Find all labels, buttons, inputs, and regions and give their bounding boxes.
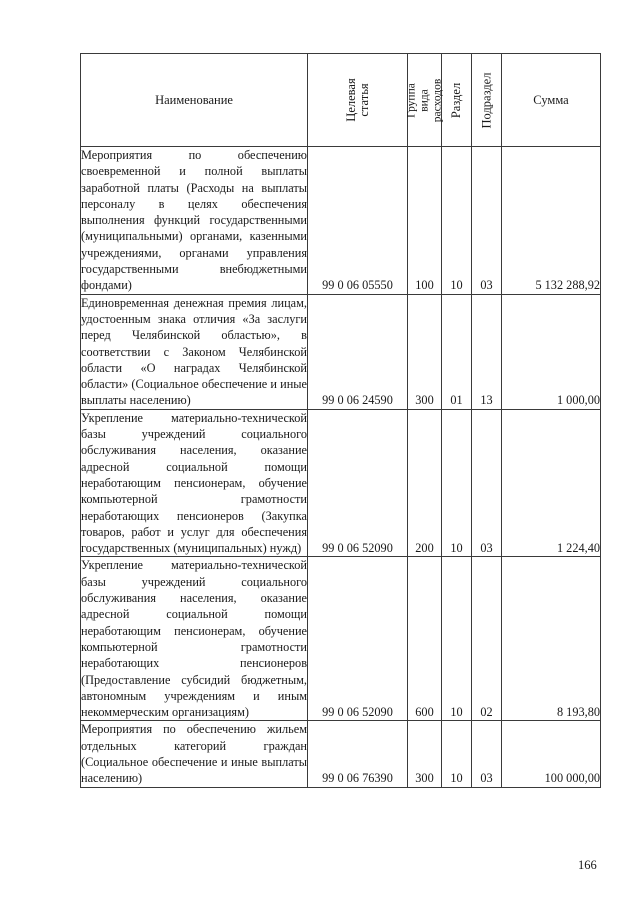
table-row [81,409,601,557]
row-subsection: 13 [472,294,502,409]
row-name: Мероприятия по обеспечению жильем отдельных категорий граждан (Социальное обеспечение и иные выплаты населению) [81,722,307,786]
row-expense-group: 100 [408,147,442,295]
row-amount: 1 000,00 [502,294,601,409]
header-subsection-label: Подраздел [479,72,493,128]
row-section: 10 [442,721,472,787]
row-name: Укрепление материально-технической базы учреждений социального обслуживания населения, оказание адресной социальной помощи неработающим пенсионерам, обучение компьютерной грамотности неработающих пенсионеров (Предоставление субсидий бюджетным, автономным учреждениям и иным некоммерческим организациям) [81,558,307,720]
row-expense-group: 300 [408,721,442,787]
header-subsection [472,54,502,147]
row-target-article: 99 0 06 24590 [308,294,408,409]
row-name: Укрепление материально-технической базы учреждений социального обслуживания населения, оказание адресной социальной помощи неработающим пенсионерам, обучение компьютерной грамотности неработающих пенсионеров (Закупка товаров, работ и услуг для обеспечения государственных (муниципальных) нужд) [81,410,307,556]
row-expense-group: 300 [408,294,442,409]
header-target-article-label: Целевая статья [343,78,371,122]
table-row [81,721,601,787]
header-section [442,54,472,147]
row-section: 10 [442,409,472,557]
row-amount: 5 132 288,92 [502,147,601,295]
header-name: Наименование [81,54,308,147]
row-target-article: 99 0 06 52090 [308,409,408,557]
row-subsection: 03 [472,147,502,295]
header-expense-group-label: Группа вида расходов [405,78,443,122]
row-amount: 1 224,40 [502,409,601,557]
row-expense-group: 200 [408,409,442,557]
row-target-article: 99 0 06 05550 [308,147,408,295]
table-row [81,294,601,409]
table-row [81,147,601,295]
row-target-article: 99 0 06 76390 [308,721,408,787]
row-section: 10 [442,147,472,295]
row-amount: 100 000,00 [502,721,601,787]
row-subsection: 02 [472,557,502,721]
row-section: 10 [442,557,472,721]
row-name: Мероприятия по обеспечению своевременной и полной выплаты заработной платы (Расходы на выплаты персоналу в целях обеспечения выполнения функций государственными (муниципальными) органами, казенными учреждениями, органами управления государственными внебюджетными фондами) [81,148,307,293]
header-amount: Сумма [502,54,601,147]
table-header-row [81,54,601,147]
header-section-label: Раздел [449,82,464,118]
row-amount: 8 193,80 [502,557,601,721]
row-section: 01 [442,294,472,409]
table-row [81,557,601,721]
row-expense-group: 600 [408,557,442,721]
row-target-article: 99 0 06 52090 [308,557,408,721]
row-subsection: 03 [472,721,502,787]
page-number: 166 [578,858,597,872]
row-subsection: 03 [472,409,502,557]
header-target-article [308,54,408,147]
row-name: Единовременная денежная премия лицам, удостоенным знака отличия «За заслуги перед Челябинской областью», в соответствии с Законом Челябинской области «О наградах Челябинской области» (Социальное обеспечение и иные выплаты населению) [81,295,307,408]
budget-table [80,53,601,788]
header-expense-group [405,54,443,147]
